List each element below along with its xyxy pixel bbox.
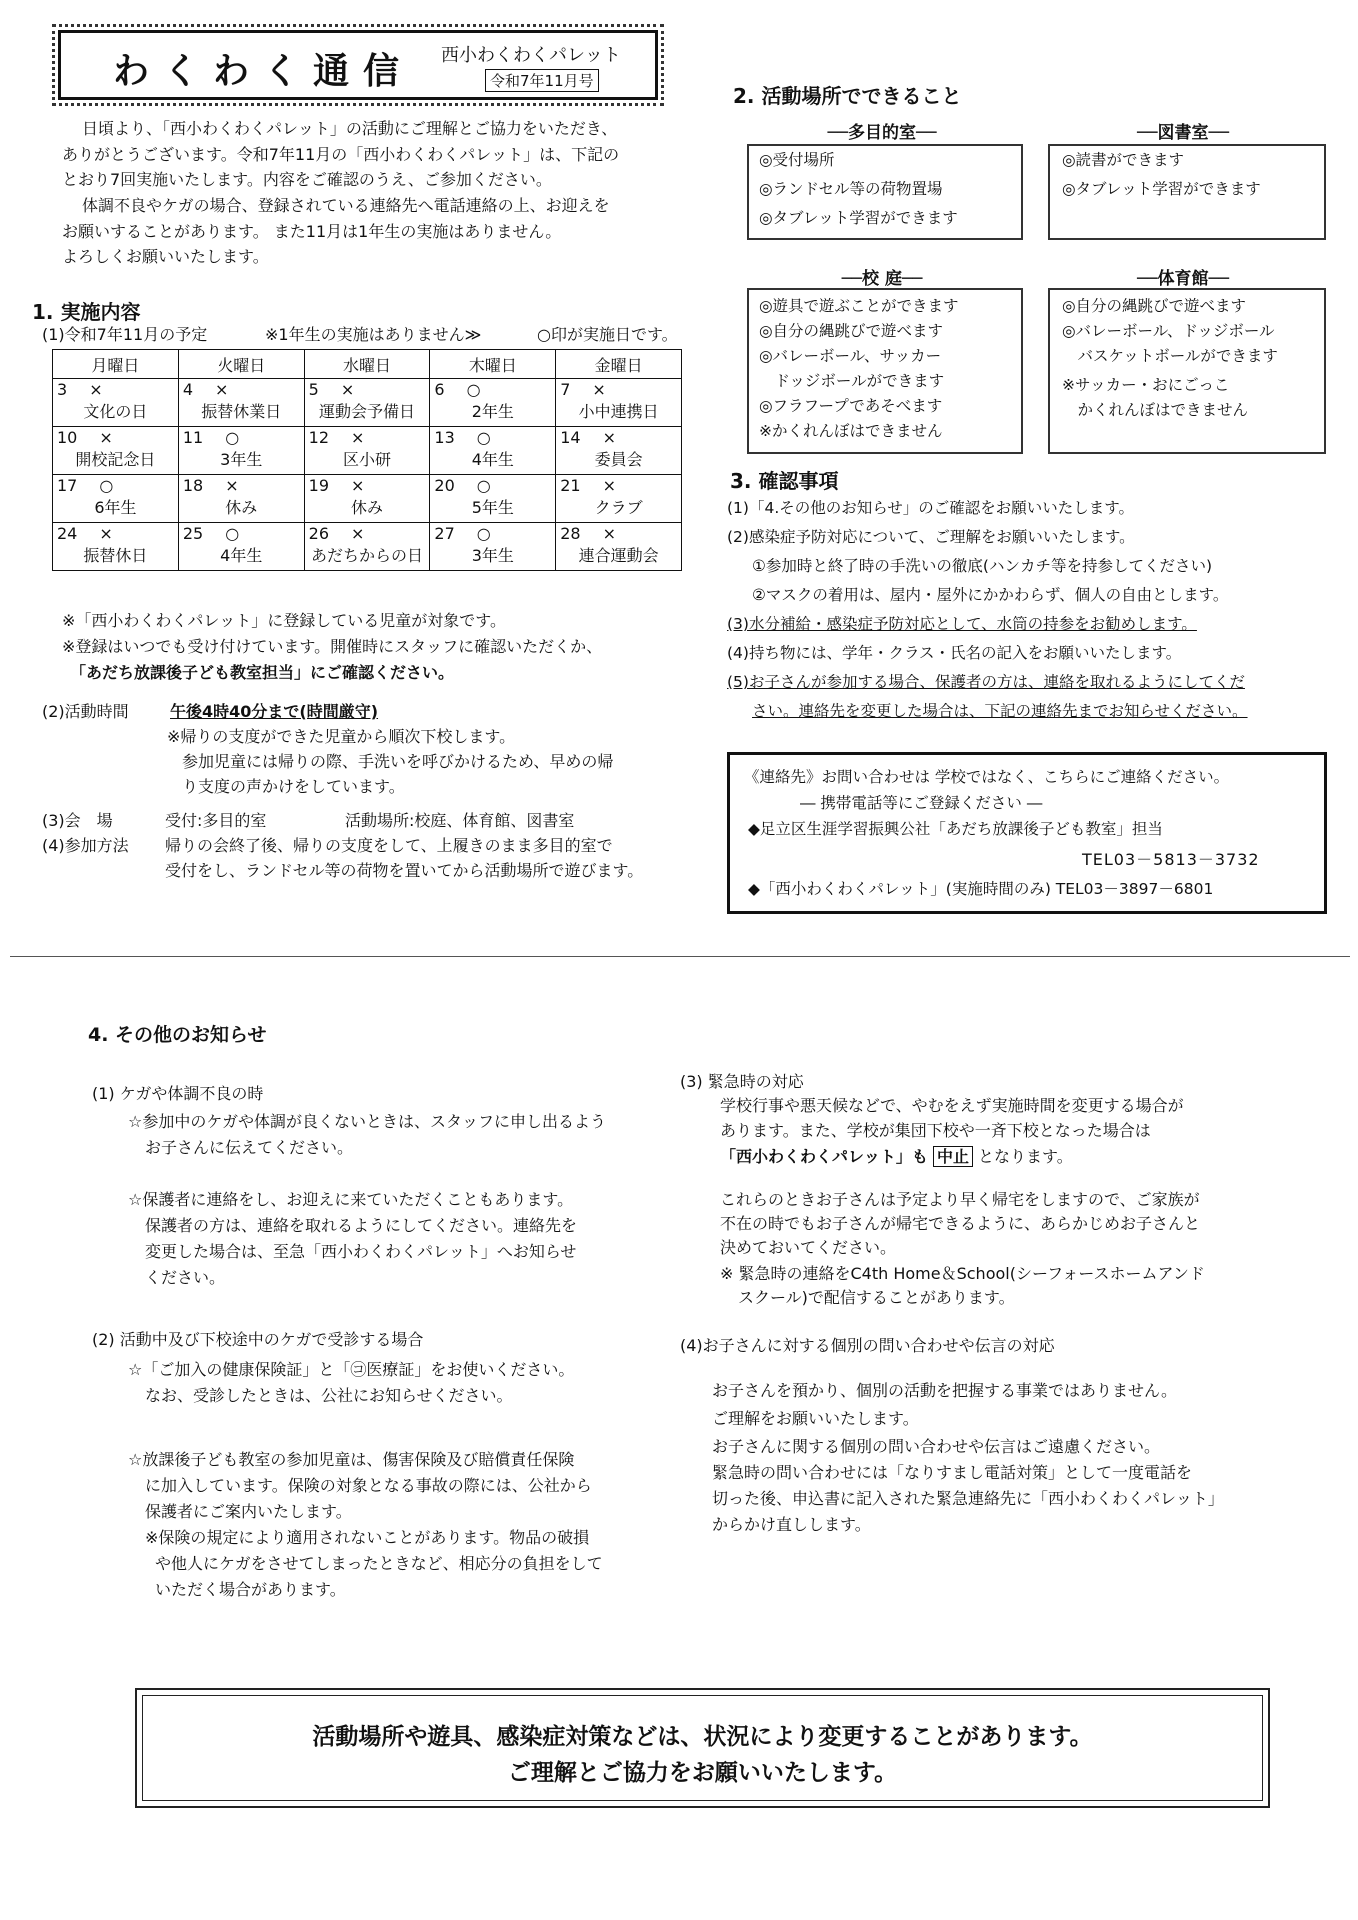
schedule-date [434,523,551,545]
availability-mark: × [592,380,606,399]
place-box-multipurpose [747,144,1023,240]
intro-line: 日頃より、「西小わくわくパレット」の活動にご理解とご協力をいただき、 [82,119,618,138]
activity-time-label: (2)活動時間 [42,702,129,721]
schedule-date [434,379,551,401]
check-item: ②マスクの着用は、屋内・屋外にかかわらず、個人の自由とします。 [752,586,1229,604]
notice-4-title: (4)お子さんに対する個別の問い合わせや伝言の対応 [680,1336,1055,1355]
notice-2-title: (2) 活動中及び下校途中のケガで受診する場合 [92,1330,424,1349]
schedule-note: あだちからの日 [311,546,424,565]
schedule-note-line: 「あだち放課後子ども教室担当」にご確認ください。 [70,663,455,682]
place-item: ◎ランドセル等の荷物置場 [759,180,943,198]
availability-mark: ○ [476,428,491,447]
venue-reception: 受付:多目的室 [165,811,267,830]
notice-line: 決めておいてください。 [720,1238,897,1257]
date-number: 5 [308,380,319,399]
date-number: 6 [434,380,445,399]
place-item: かくれんぼはできません [1062,401,1249,419]
check-item: ①参加時と終了時の手洗いの徹底(ハンカチ等を持参してください) [752,557,1212,575]
place-heading: ──校 庭── [841,269,923,289]
availability-mark: × [351,428,365,447]
availability-mark: × [351,524,365,543]
schedule-date [434,427,551,449]
notice-line: 保護者の方は、連絡を取れるようにしてください。連絡先を [145,1216,578,1235]
schedule-date [57,523,174,545]
method-line: 帰りの会終了後、帰りの支度をして、上履きのまま多目的室で [165,836,613,855]
date-number: 28 [560,524,581,543]
date-number: 10 [57,428,78,447]
intro-line: とおり7回実施いたします。内容をご確認のうえ、ご参加ください。 [62,170,552,189]
schedule-note: 2年生 [471,402,514,421]
notice-line: 学校行事や悪天候などで、やむをえず実施時間を変更する場合が [720,1096,1184,1115]
contact-tel-1: TEL03－5813－3732 [1082,850,1260,869]
date-number: 3 [57,380,68,399]
section-3-title: 3. 確認事項 [730,469,839,493]
notice-line [720,1146,1073,1168]
notice-line: 不在の時でもお子さんが帰宅できるように、あらかじめお子さんと [720,1214,1201,1233]
schedule-date [183,523,300,545]
contact-org-1: ◆足立区生涯学習振興公社「あだち放課後子ども教室」担当 [748,820,1163,838]
schedule-note-line: ※登録はいつでも受け付けています。開催時にスタッフに確認いただくか、 [62,637,603,656]
place-item: ◎遊具で遊ぶことができます [759,297,959,315]
check-item: (3)水分補給・感染症予防対応として、水筒の持参をお勧めします。 [727,615,1197,633]
place-item: ※かくれんぼはできません [759,422,943,440]
date-number: 13 [434,428,455,447]
date-number: 12 [308,428,330,447]
schedule-date [183,427,300,449]
availability-mark: × [602,524,616,543]
availability-mark: × [602,428,616,447]
schedule-date [434,475,551,497]
availability-mark: ○ [99,476,114,495]
schedule-cell [556,427,682,475]
section-1-title: 1. 実施内容 [32,300,141,324]
place-heading: ──多目的室── [827,123,937,143]
place-item: ◎読書ができます [1062,151,1185,169]
schedule-cell [53,475,179,523]
place-item: ◎バレーボール、ドッジボール [1062,322,1275,340]
schedule-cell [556,523,682,571]
availability-mark: × [225,476,239,495]
schedule-note: 小中連携日 [578,402,659,421]
availability-mark: × [602,476,616,495]
schedule-date [183,379,300,401]
method-line: 受付をし、ランドセル等の荷物を置いてから活動場所で遊びます。 [165,861,644,880]
footer-line-1: 活動場所や遊具、感染症対策などは、状況により変更することがあります。 [312,1724,1093,1750]
notice-line: スクール)で配信することがあります。 [738,1288,1015,1307]
date-number: 25 [182,524,204,543]
day-header: 月曜日 [53,350,179,379]
date-number: 26 [308,524,330,543]
schedule-note: 振替休業日 [201,402,282,421]
date-number: 19 [308,476,330,495]
availability-mark: ○ [225,428,240,447]
contact-box [727,752,1327,914]
schedule-cell [53,523,179,571]
section-2-title: 2. 活動場所でできること [733,84,962,108]
schedule-cell [430,523,556,571]
schedule-cell [178,475,304,523]
day-header: 火曜日 [178,350,304,379]
schedule-note: 5年生 [471,498,514,517]
schedule-date [57,475,174,497]
date-number: 27 [434,524,455,543]
notice-line: ☆放課後子ども教室の参加児童は、傷害保険及び賠償責任保険 [128,1450,575,1469]
schedule-date [309,523,426,545]
place-item: ◎自分の縄跳びで遊べます [1062,297,1247,315]
schedule-date [560,427,677,449]
schedule-note: ※1年生の実施はありません≫ [265,325,482,344]
notice-line: ☆「ご加入の健康保険証」と「㋙医療証」をお使いください。 [128,1360,575,1379]
notice-line: お子さんを預かり、個別の活動を把握する事業ではありません。 [712,1381,1177,1400]
notice-line: お子さんに伝えてください。 [145,1138,354,1157]
notice-line: ※ 緊急時の連絡をC4th Home＆School(シーフォースホームアンド [720,1264,1205,1283]
availability-mark: ○ [476,524,491,543]
availability-mark: × [89,380,103,399]
schedule-note: 委員会 [594,450,643,469]
intro-line: よろしくお願いいたします。 [62,247,269,266]
availability-mark: × [351,476,365,495]
notice-line: これらのときお子さんは予定より早く帰宅をしますので、ご家族が [720,1190,1200,1209]
place-heading: ──図書室── [1137,123,1229,143]
place-item: ドッジボールができます [759,372,945,390]
issue-label: 令和7年11月号 [485,69,599,92]
schedule-date [560,379,677,401]
activity-time-note: 参加児童には帰りの際、手洗いを呼びかけるため、早めの帰 [182,752,614,771]
schedule-date [309,475,426,497]
schedule-header-row [53,350,682,379]
availability-mark: × [215,380,229,399]
check-item: (2)感染症予防対応について、ご理解をお願いいたします。 [727,528,1135,546]
availability-mark: ○ [225,524,240,543]
notice-line: 保護者にご案内いたします。 [145,1502,352,1521]
availability-mark: × [99,524,113,543]
notice-3-title: (3) 緊急時の対応 [680,1072,804,1091]
date-number: 14 [560,428,581,447]
schedule-note: 6年生 [94,498,137,517]
newsletter-title: わくわく通信 [113,51,414,92]
date-number: 11 [182,428,204,447]
schedule-cell [430,475,556,523]
contact-intro: 《連絡先》お問い合わせは 学校ではなく、こちらにご連絡ください。 [744,768,1230,786]
schedule-row [53,427,682,475]
place-item: ◎タブレット学習ができます [1062,180,1261,198]
notice-line: ☆保護者に連絡をし、お迎えに来ていただくこともあります。 [128,1190,574,1209]
notice-1-title: (1) ケガや体調不良の時 [92,1084,264,1103]
schedule-cell [178,379,304,427]
notice-line: なお、受診したときは、公社にお知らせください。 [145,1386,513,1405]
section-divider [10,956,1350,957]
venue-label: (3)会 場 [42,811,113,830]
notice-line: いただく場合があります。 [155,1580,346,1599]
date-number: 4 [182,380,194,399]
place-box-library [1048,144,1326,240]
notice-line: お子さんに関する個別の問い合わせや伝言はご遠慮ください。 [712,1437,1161,1456]
place-item: ※サッカー・おにごっこ [1062,376,1230,394]
day-header: 木曜日 [430,350,556,379]
day-header: 金曜日 [556,350,682,379]
schedule-date [57,427,174,449]
program-name: 「西小わくわくパレット」も [720,1147,928,1166]
schedule-cell [304,379,430,427]
activity-time-note: り支度の声かけをしています。 [182,777,405,796]
notice-line: 変更した場合は、至急「西小わくわくパレット」へお知らせ [145,1242,577,1261]
schedule-cell [53,427,179,475]
schedule-cell [304,427,430,475]
place-box-schoolyard [747,288,1023,454]
notice-text: となります。 [978,1147,1073,1166]
notice-line: ※保険の規定により適用されないことがあります。物品の破損 [145,1528,590,1547]
schedule-note: 文化の日 [83,402,148,421]
notice-line: や他人にケガをさせてしまったときなど、相応分の負担をして [155,1554,603,1573]
check-item: (4)持ち物には、学年・クラス・氏名の記入をお願いいたします。 [727,644,1182,662]
notice-line: からかけ直しします。 [712,1515,871,1534]
availability-mark: ○ [466,380,481,399]
schedule-note: 休み [351,498,384,517]
schedule-subtitle: (1)令和7年11月の予定 [42,325,208,344]
schedule-legend: ○印が実施日です。 [537,325,678,344]
place-box-gym [1048,288,1326,454]
notice-line: ご理解をお願いいたします。 [712,1409,919,1428]
notice-line: 緊急時の問い合わせには「なりすまし電話対策」として一度電話を [712,1463,1193,1482]
place-item: ◎タブレット学習ができます [759,209,958,227]
schedule-note: 3年生 [220,450,263,469]
schedule-cell [178,427,304,475]
place-item: ◎バレーボール、サッカー [759,347,942,365]
schedule-row [53,523,682,571]
date-number: 24 [57,524,78,543]
check-item: (1)「4.その他のお知らせ」のご確認をお願いいたします。 [727,499,1135,517]
schedule-date [183,475,300,497]
check-item: さい。連絡先を変更した場合は、下記の連絡先までお知らせください。 [752,702,1248,720]
place-item: ◎自分の縄跳びで遊べます [759,322,944,340]
schedule-note: 連合運動会 [578,546,659,565]
date-number: 21 [560,476,581,495]
schedule-note: 区小研 [343,450,392,469]
schedule-note: 4年生 [471,450,514,469]
schedule-date [309,427,426,449]
schedule-note: 運動会予備日 [319,402,416,421]
schedule-note-line: ※「西小わくわくパレット」に登録している児童が対象です。 [62,611,506,630]
schedule-cell [53,379,179,427]
activity-time-value: 午後4時40分まで(時間厳守) [170,702,379,721]
schedule-cell [178,523,304,571]
place-item: ◎フラフープであそべます [759,397,943,415]
schedule-date [560,475,677,497]
day-header: 水曜日 [304,350,430,379]
schedule-table [52,349,682,571]
schedule-cell [304,523,430,571]
section-4-title: 4. その他のお知らせ [88,1024,267,1046]
schedule-note: 振替休日 [83,546,148,565]
contact-register-note: ― 携帯電話等にご登録ください ― [800,794,1043,812]
notice-line: ☆参加中のケガや体調が良くないときは、スタッフに申し出るよう [128,1112,607,1131]
schedule-cell [556,475,682,523]
intro-line: 体調不良やケガの場合、登録されている連絡先へ電話連絡の上、お迎えを [82,196,610,215]
schedule-row [53,379,682,427]
schedule-row [53,475,682,523]
place-heading: ──体育館── [1137,269,1229,289]
check-item: (5)お子さんが参加する場合、保護者の方は、連絡を取れるようにしてくだ [727,673,1245,691]
availability-mark: × [340,380,355,399]
schedule-date [560,523,677,545]
schedule-cell [430,379,556,427]
schedule-note: クラブ [594,498,643,517]
notice-line: に加入しています。保険の対象となる事故の際には、公社から [145,1476,592,1495]
intro-line: ありがとうございます。令和7年11月の「西小わくわくパレット」は、下記の [62,145,620,164]
cancel-label: 中止 [933,1146,973,1167]
date-number: 7 [560,380,571,399]
schedule-cell [430,427,556,475]
schedule-date [57,379,174,401]
intro-line: お願いすることがあります。 また11月は1年生の実施はありません。 [62,222,562,241]
schedule-note: 4年生 [220,546,263,565]
notice-line: ください。 [145,1268,226,1287]
contact-org-2: ◆「西小わくわくパレット」(実施時間のみ) TEL03－3897－6801 [748,880,1214,898]
place-item: バスケットボールができます [1062,347,1278,365]
schedule-date [309,379,426,401]
schedule-cell [304,475,430,523]
notice-line: 切った後、申込書に記入された緊急連絡先に「西小わくわくパレット」 [712,1489,1224,1508]
availability-mark: ○ [476,476,491,495]
activity-time-note: ※帰りの支度ができた児童から順次下校します。 [167,727,516,746]
footer-line-2: ご理解とご協力をお願いいたします。 [507,1760,898,1786]
venue-places: 活動場所:校庭、体育館、図書室 [345,811,575,830]
method-label: (4)参加方法 [42,836,129,855]
footer-notice-box [135,1688,1270,1808]
organization-name: 西小わくわくパレット [441,45,621,66]
date-number: 18 [182,476,204,495]
date-number: 17 [57,476,78,495]
schedule-cell [556,379,682,427]
place-item: ◎受付場所 [759,151,835,169]
schedule-note: 開校記念日 [75,450,156,469]
notice-line: あります。また、学校が集団下校や一斉下校となった場合は [720,1121,1151,1140]
schedule-note: 休み [225,498,258,517]
schedule-note: 3年生 [471,546,514,565]
date-number: 20 [434,476,455,495]
availability-mark: × [99,428,113,447]
newsletter-header [58,30,658,100]
